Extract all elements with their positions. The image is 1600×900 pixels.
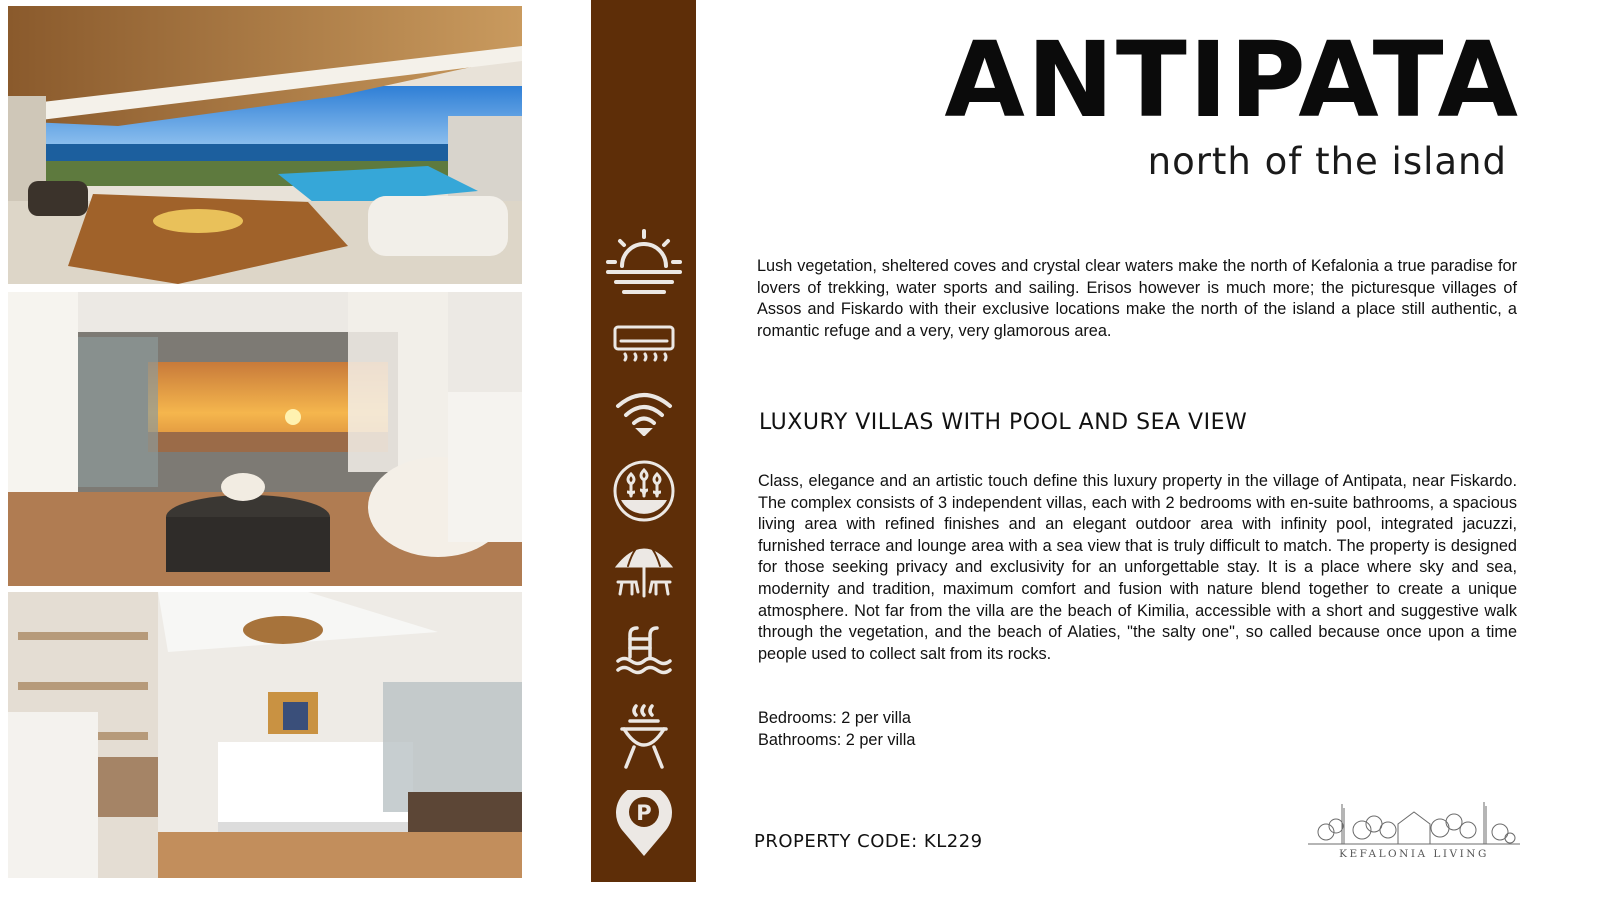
intro-paragraph: Lush vegetation, sheltered coves and crystal clear waters make the north of Kefalonia a true paradise for lovers of trekking, water sports and sailing. Erisos however is much more; the picturesque villages of Assos and Fiskardo with their exclusive locations make the north of the island a place still authentic, a romantic refuge and a very, very glamorous area. — [757, 257, 1517, 340]
terrace-pool-sea-view-photo — [8, 6, 522, 284]
air-conditioner-icon — [591, 325, 696, 363]
logo-wordmark: KEFALONIA LIVING — [1339, 848, 1489, 860]
amenities-strip — [591, 0, 696, 882]
room-details — [758, 708, 915, 751]
page-title: ANTIPATA — [944, 19, 1520, 141]
barbecue-icon — [591, 703, 696, 769]
parking-icon — [591, 790, 696, 858]
bedroom-photo — [8, 592, 522, 878]
pool-icon — [591, 625, 696, 677]
bathrooms-info: Bathrooms: 2 per villa — [758, 730, 916, 749]
description-paragraph: Class, elegance and an artistic touch define this luxury property in the village of Antipata, near Fiskardo. The complex consists of 3 independent villas, each with 2 bedrooms with en-suite bathrooms, a spacious living area with refined finishes and an elegant outdoor area with infinity pool, integrated jacuzzi, furnished terrace and lounge area with a sea view that is truly difficult to match. The property is designed for those seeking privacy and exclusivity for an unforgettable stay. It is a place where sky and sea, modernity and tradition, maximum comfort and fusion with nature blend together to create a unique atmosphere. Not far from the villa are the beach of Kimilia, accessible with a short and suggestive walk through the vegetation, and the beach of Alaties, "the salty one", so called because once upon a time people used to collect salt from its rocks. — [758, 472, 1517, 663]
page-subtitle: north of the island — [1147, 140, 1507, 183]
living-room-sunset-photo — [8, 292, 522, 586]
section-heading: LUXURY VILLAS WITH POOL AND SEA VIEW — [759, 410, 1248, 435]
umbrella-loungers-icon — [591, 540, 696, 598]
sunset-icon — [591, 228, 696, 300]
svg-text:P: P — [635, 801, 652, 825]
garden-icon — [591, 460, 696, 522]
wifi-icon — [591, 390, 696, 436]
bedrooms-info: Bedrooms: 2 per villa — [758, 709, 911, 727]
property-code: PROPERTY CODE: KL229 — [754, 831, 983, 852]
